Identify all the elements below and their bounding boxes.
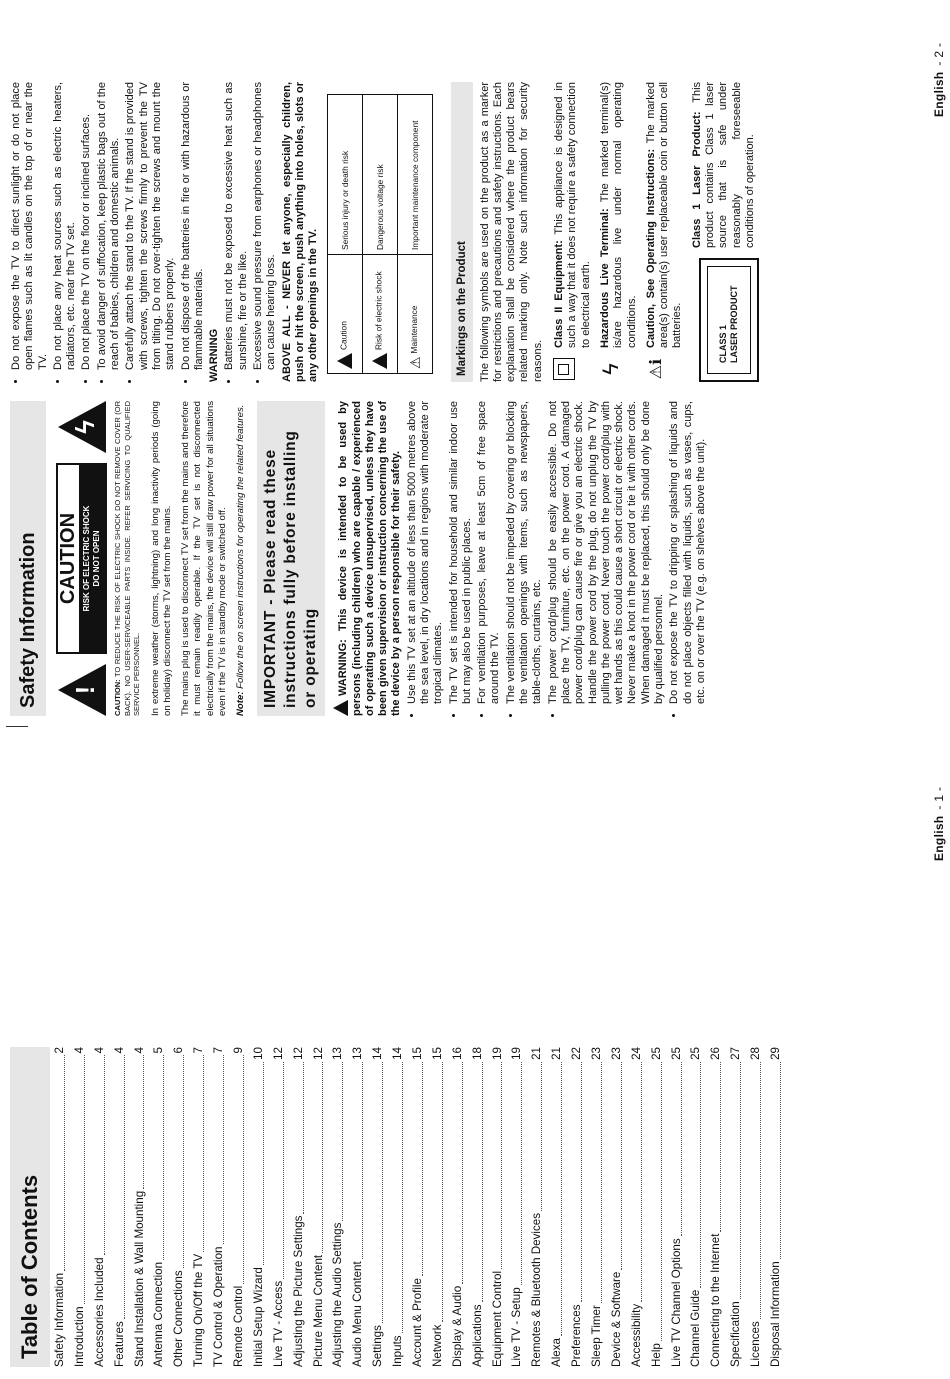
toc-entry bbox=[50, 1047, 70, 1367]
toc-entry-label: Alexa bbox=[550, 1337, 564, 1367]
toc-entry-label: Initial Setup Wizard bbox=[251, 1267, 265, 1367]
safety-column-2 bbox=[10, 82, 759, 382]
toc-entry-page: 24 bbox=[629, 1047, 643, 1060]
footer-lang: English bbox=[932, 815, 946, 861]
toc-leader-dots bbox=[601, 1062, 602, 1303]
bullet-item: • For ventilation purposes, leave at least 5cm of free space around the TV. bbox=[476, 401, 503, 704]
toc-entry bbox=[667, 1047, 687, 1367]
toc-entry-label: Antenna Connection bbox=[152, 1261, 166, 1367]
page-footer-2 bbox=[932, 43, 946, 117]
toc-entry-page: 27 bbox=[729, 1047, 743, 1060]
safety-title: Safety Information bbox=[10, 401, 46, 716]
bullet-item: • Use this TV set at an altitude of less than 5000 metres above the sea level, in dry locations and in regions with moderate or tropical climates. bbox=[406, 401, 446, 704]
toc-entry-page: 29 bbox=[769, 1047, 783, 1060]
toc-leader-dots bbox=[681, 1062, 682, 1236]
toc-leader-dots bbox=[143, 1055, 144, 1188]
toc-leader-dots bbox=[621, 1062, 622, 1270]
toc-entry bbox=[328, 1047, 348, 1367]
caution-op-text: The marked area(s) contain(s) user replaceable coin or button cell batteries. bbox=[644, 81, 684, 348]
toc-leader-dots bbox=[84, 1055, 85, 1304]
toc-entry bbox=[189, 1047, 209, 1367]
bullet-item: • Do not dispose of the batteries in fire or with hazardous or flammable materials. bbox=[180, 82, 207, 370]
caution-note bbox=[113, 401, 142, 716]
toc-entry-label: Specification bbox=[729, 1301, 743, 1367]
toc-entry-label: Preferences bbox=[570, 1304, 584, 1367]
toc-leader-dots bbox=[700, 1062, 701, 1288]
bullet-item: • The TV set is intended for household and similar indoor use but may also be used in public places. bbox=[448, 401, 475, 704]
toc-entry bbox=[547, 1047, 567, 1367]
toc-leader-dots bbox=[780, 1062, 781, 1259]
toc-entry-label: Settings bbox=[371, 1325, 385, 1367]
para-extreme-weather: In extreme weather (storms, lightning) and long inactivity periods (going on holiday) disconnect the TV set from the mains. bbox=[149, 401, 173, 716]
laser-box-line-1: CLASS 1 bbox=[717, 324, 728, 363]
warning-heading: WARNING bbox=[208, 328, 221, 382]
toc-entry-label: Picture Menu Content bbox=[311, 1254, 325, 1367]
laser-box-line-2: LASER PRODUCT bbox=[728, 285, 739, 363]
toc-entry-page: 25 bbox=[689, 1047, 703, 1060]
toc-leader-dots bbox=[163, 1055, 164, 1259]
toc-entry-label: Accessibility bbox=[629, 1303, 643, 1367]
toc-entry bbox=[249, 1047, 269, 1367]
caution-operating-row bbox=[645, 82, 685, 382]
toc-entry-page: 21 bbox=[550, 1047, 564, 1060]
live-text: The marked terminal(s) is/are hazardous live under normal operating conditions. bbox=[598, 82, 638, 348]
toc-leader-dots bbox=[342, 1062, 343, 1221]
toc-entry bbox=[468, 1047, 488, 1367]
toc-entry bbox=[269, 1047, 289, 1367]
bullet-item: • Do not place any heat sources such as electric heaters, radiators, etc. near the TV set. bbox=[52, 82, 79, 370]
caution-label bbox=[56, 463, 107, 654]
toc-entry bbox=[169, 1047, 189, 1367]
toc-entry-page: 4 bbox=[132, 1047, 146, 1054]
toc-entry-page: 19 bbox=[490, 1047, 504, 1060]
toc-entry bbox=[527, 1047, 547, 1367]
toc-entry-page: 7 bbox=[212, 1047, 226, 1054]
caution-op-label: Caution, See Operating Instructions: bbox=[644, 148, 657, 348]
toc-entry bbox=[70, 1047, 90, 1367]
toc-entry-label: Applications bbox=[470, 1304, 484, 1367]
note-paragraph bbox=[235, 401, 247, 716]
toc-entry bbox=[507, 1047, 527, 1367]
toc-entry-label: Safety Information bbox=[52, 1272, 66, 1367]
caution-manual-icon: ⚠ℹ bbox=[647, 358, 665, 380]
toc-entry-label: Adjusting the Audio Settings bbox=[331, 1222, 345, 1367]
symbol-meaning: Serious injury or death risk bbox=[327, 95, 362, 255]
bullet-item: • The ventilation should not be impeded by covering or blocking the ventilation openings with items, such as newspapers, table-cloths, curtains, etc. bbox=[505, 401, 545, 704]
toc-entry bbox=[647, 1047, 667, 1367]
symbols-table-row bbox=[397, 95, 432, 374]
caution-bar bbox=[79, 465, 105, 652]
toc-leader-dots bbox=[720, 1062, 721, 1232]
exclamation-triangle-icon bbox=[337, 353, 352, 369]
important-heading: IMPORTANT - Please read these instructions fully before installing or operating bbox=[257, 401, 325, 716]
toc-entry-page: 14 bbox=[391, 1047, 405, 1060]
toc-entry-label: Introduction bbox=[72, 1306, 86, 1367]
caution-bar-line-1: RISK OF ELECTRIC SHOCK bbox=[82, 505, 92, 612]
toc-entry bbox=[368, 1047, 388, 1367]
toc-entry-label: Accessories Included bbox=[92, 1257, 106, 1367]
live-label: Hazardous Live Terminal: bbox=[598, 208, 611, 348]
toc-leader-dots bbox=[283, 1062, 284, 1279]
toc-entry bbox=[309, 1047, 329, 1367]
page-1 bbox=[0, 719, 950, 1379]
toc-entry-page: 21 bbox=[530, 1047, 544, 1060]
toc-leader-dots bbox=[402, 1062, 403, 1334]
toc-entry-label: Audio Menu Content bbox=[351, 1261, 365, 1367]
toc-entry-page: 16 bbox=[450, 1047, 464, 1060]
toc-entry bbox=[229, 1047, 249, 1367]
toc-entry-page: 28 bbox=[749, 1047, 763, 1060]
toc-entry-label: Connecting to the Internet bbox=[709, 1233, 723, 1367]
toc-entry bbox=[348, 1047, 368, 1367]
toc-entry bbox=[766, 1047, 786, 1367]
toc-entry-page: 15 bbox=[430, 1047, 444, 1060]
toc-leader-dots bbox=[581, 1062, 582, 1303]
toc-leader-dots bbox=[362, 1062, 363, 1259]
above-all-paragraph: ABOVE ALL - NEVER let anyone, especially children, push or hit the screen, push anything into holes, slots or any other openings in the TV. bbox=[280, 82, 320, 382]
maintenance-triangle-icon: ⚠ bbox=[406, 356, 423, 369]
lightning-triangle-icon bbox=[372, 353, 387, 369]
toc-leader-dots bbox=[760, 1062, 761, 1319]
toc-leader-dots bbox=[243, 1055, 244, 1283]
para-mains-plug: The mains plug is used to disconnect TV set from the mains and therefore it must remain readily operable. If the TV set is not disconnected electrically from the mains, the device will still draw power for all situations even if the TV is in standby mode or switched off. bbox=[180, 401, 228, 716]
laser-row bbox=[691, 82, 759, 382]
toc-entry bbox=[706, 1047, 726, 1367]
safety-column-1 bbox=[10, 401, 710, 716]
toc-entry-page: 23 bbox=[590, 1047, 604, 1060]
toc-entry-page: 15 bbox=[411, 1047, 425, 1060]
toc-entry-label: Live TV Channel Options bbox=[669, 1238, 683, 1367]
toc-entry-label: Licences bbox=[749, 1321, 763, 1367]
toc-entry bbox=[408, 1047, 428, 1367]
toc-entry-page: 6 bbox=[172, 1047, 186, 1054]
class2-text: This appliance is designed in such a way that it does not require a safety connection to electrical earth. bbox=[553, 82, 592, 348]
bullet-item: • To avoid danger of suffocation, keep plastic bags out of the reach of babies, children and domestic animals. bbox=[96, 82, 123, 370]
safety-bullets-3 bbox=[223, 82, 278, 382]
footer-page-number: - 1 - bbox=[932, 786, 946, 810]
toc-entry bbox=[149, 1047, 169, 1367]
markings-title: Markings on the Product bbox=[451, 82, 473, 382]
toc-entry-label: Adjusting the Picture Settings bbox=[291, 1215, 305, 1367]
toc-entry-label: Other Connections bbox=[172, 1270, 186, 1367]
symbols-table bbox=[327, 94, 433, 374]
toc-entry bbox=[746, 1047, 766, 1367]
toc-entry-label: Help bbox=[649, 1343, 663, 1367]
laser-text: This product contains Class 1 laser source that is safe under reasonably foreseeable conditions of operation. bbox=[690, 81, 756, 248]
toc-leader-dots bbox=[661, 1062, 662, 1341]
toc-entry-label: Display & Audio bbox=[450, 1285, 464, 1367]
page-divider bbox=[6, 726, 28, 727]
footer-lang: English bbox=[932, 71, 946, 117]
toc-leader-dots bbox=[541, 1062, 542, 1211]
toc-entry-label: Disposal Information bbox=[769, 1261, 783, 1367]
toc-leader-dots bbox=[322, 1062, 323, 1253]
bullet-item: • Do not expose the TV to direct sunlight or do not place open flames such as lit candles on the top of or near the TV. bbox=[10, 82, 50, 370]
toc-leader-dots bbox=[422, 1062, 423, 1276]
toc-entry bbox=[726, 1047, 746, 1367]
toc-entry bbox=[428, 1047, 448, 1367]
toc-title: Table of Contents bbox=[10, 1047, 50, 1367]
bullet-item: • Batteries must not be exposed to excessive heat such as sunshine, fire or the like. bbox=[223, 82, 250, 370]
exclamation-warning-icon: ! bbox=[58, 664, 106, 716]
toc-entry-label: Live TV - Setup bbox=[510, 1287, 524, 1367]
bullet-item: • Excessive sound pressure from earphones or headphones can cause hearing loss. bbox=[252, 82, 279, 370]
toc-leader-dots bbox=[223, 1055, 224, 1244]
toc-entry bbox=[209, 1047, 229, 1367]
caution-note-label: CAUTION: bbox=[113, 679, 123, 716]
toc-leader-dots bbox=[641, 1062, 642, 1302]
symbol-name: Risk of electric shock bbox=[373, 271, 384, 350]
toc-entry bbox=[627, 1047, 647, 1367]
toc-entry-label: Channel Guide bbox=[689, 1289, 703, 1367]
toc-entry-page: 25 bbox=[669, 1047, 683, 1060]
note-text: Follow the on screen instructions for operating the related features. bbox=[235, 404, 247, 689]
caution-bar-line-2: DO NOT OPEN bbox=[92, 530, 102, 587]
toc-entry bbox=[607, 1047, 627, 1367]
toc-entry-page: 18 bbox=[470, 1047, 484, 1060]
toc-entry-page: 12 bbox=[271, 1047, 285, 1060]
bullet-item: • The power cord/plug should be easily accessible. Do not place the TV, furniture, etc. on the power cord. A damaged power cord/plug can cause fire or give you an electric shock. Handle the power cord by the plug, do not unplug the TV by pulling the power cord. Never touch the power cord/plug with wet hands as this could cause a short circuit or electric shock. Never make a knot in the power cord or tie it with other cords. When damaged it must be replaced, this should only be done by qualified personnel. bbox=[547, 401, 667, 704]
toc-entry bbox=[567, 1047, 587, 1367]
toc-entry-label: Turning On/Off the TV bbox=[192, 1253, 206, 1367]
class2-label: Class II Equipment: bbox=[553, 240, 566, 348]
lightning-bolt-icon: ϟ bbox=[597, 363, 623, 375]
bullet-item: • Do not expose the TV to dripping or splashing of liquids and do not place objects filled with liquids, such as vases, cups, etc. on or over the TV (e.g. on shelves above the unit). bbox=[668, 401, 708, 704]
bullet-item: • Carefully attach the stand to the TV. If the stand is provided with screws, tighten the screws firmly to prevent the TV from tilting. Do not over-tighten the screws and mount the stand rubbers properly. bbox=[124, 82, 177, 370]
toc-leader-dots bbox=[561, 1062, 562, 1336]
toc-entry-page: 13 bbox=[331, 1047, 345, 1060]
laser-product-label bbox=[699, 258, 759, 382]
toc-entry bbox=[90, 1047, 110, 1367]
toc-leader-dots bbox=[521, 1062, 522, 1285]
toc-entry-page: 12 bbox=[291, 1047, 305, 1060]
toc-entry bbox=[448, 1047, 468, 1367]
page-footer-1 bbox=[932, 787, 946, 861]
toc-entry-label: Remote Control bbox=[232, 1285, 245, 1367]
toc-entry bbox=[110, 1047, 130, 1367]
symbols-table-row bbox=[362, 95, 397, 374]
toc-entry-page: 7 bbox=[192, 1047, 206, 1054]
toc-entry-label: Account & Profile bbox=[411, 1278, 425, 1367]
toc-entry-page: 14 bbox=[371, 1047, 385, 1060]
toc-leader-dots bbox=[382, 1062, 383, 1323]
toc-entry-page: 19 bbox=[510, 1047, 524, 1060]
toc-entry-page: 12 bbox=[311, 1047, 325, 1060]
toc-leader-dots bbox=[203, 1055, 204, 1251]
warning-paragraph bbox=[333, 401, 403, 716]
toc-entry bbox=[289, 1047, 309, 1367]
caution-big-text: CAUTION bbox=[57, 512, 79, 605]
toc-entry-page: 4 bbox=[92, 1047, 106, 1054]
warning-triangle-icon bbox=[333, 700, 348, 716]
toc-leader-dots bbox=[482, 1062, 483, 1303]
warning-text: WARNING: This device is intended to be used by persons (including children) who are capable / experienced of operating such a device unsupervised, unless they have been given supervision or instruction concerning the use of the device by a person responsible for their safety. bbox=[337, 401, 403, 716]
symbol-cell bbox=[397, 255, 432, 374]
safety-bullets-2 bbox=[10, 82, 206, 382]
toc-leader-dots bbox=[303, 1062, 304, 1214]
toc-entry-page: 5 bbox=[152, 1047, 166, 1054]
symbols-table-row bbox=[327, 95, 362, 374]
toc-entry-label: Device & Software bbox=[609, 1271, 623, 1367]
toc-leader-dots bbox=[740, 1062, 741, 1299]
toc-entry-page: 22 bbox=[570, 1047, 584, 1060]
symbol-cell bbox=[327, 255, 362, 374]
note-label: Note: bbox=[235, 691, 247, 716]
safety-bullets-1 bbox=[406, 401, 709, 716]
symbol-meaning: Important maintenance component bbox=[397, 95, 432, 255]
toc-entry-page: 4 bbox=[112, 1047, 126, 1054]
toc-entry-label: Remotes & Bluetooth Devices bbox=[530, 1212, 544, 1367]
toc-entry-label: TV Control & Operation bbox=[212, 1246, 226, 1367]
footer-page-number: - 2 - bbox=[932, 42, 946, 66]
class2-row bbox=[553, 82, 593, 382]
toc-leader-dots bbox=[104, 1055, 105, 1255]
laser-label: Class 1 Laser Product: bbox=[690, 111, 703, 248]
toc-entry-page: 23 bbox=[609, 1047, 623, 1060]
toc-leader-dots bbox=[442, 1062, 443, 1323]
toc-entry-label: Equipment Control bbox=[490, 1270, 504, 1367]
markings-intro: The following symbols are used on the product as a marker for restrictions and precautions and safety instructions. Each explanation shall be considered where the product bears related marking only. Note such information for security reasons. bbox=[478, 82, 544, 382]
toc-entry bbox=[587, 1047, 607, 1367]
toc-entry-label: Features bbox=[112, 1321, 126, 1367]
toc-entry-label: Inputs bbox=[391, 1335, 405, 1367]
toc-entry-page: 13 bbox=[351, 1047, 365, 1060]
toc-entry bbox=[130, 1047, 150, 1367]
double-square-icon bbox=[553, 356, 580, 382]
symbol-name: Maintenance bbox=[409, 305, 420, 354]
toc-entry-page: 4 bbox=[72, 1047, 86, 1054]
toc-entry-label: Network bbox=[430, 1324, 444, 1367]
toc-entry bbox=[687, 1047, 707, 1367]
toc-entry-page: 25 bbox=[649, 1047, 663, 1060]
toc-list bbox=[50, 1047, 786, 1367]
caution-note-text: TO REDUCE THE RISK OF ELECTRIC SHOCK DO NOT REMOVE COVER (OR BACK). NO USER-SERVICEABLE PARTS INSIDE. REFER SERVICING TO QUALIFIED SERVICE PERSONNEL. bbox=[113, 401, 142, 716]
symbol-cell bbox=[362, 255, 397, 374]
toc-entry bbox=[388, 1047, 408, 1367]
toc-entry-label: Stand Installation & Wall Mounting bbox=[132, 1190, 146, 1367]
toc-entry-page: 26 bbox=[709, 1047, 723, 1060]
toc-leader-dots bbox=[501, 1062, 502, 1269]
toc-entry bbox=[488, 1047, 508, 1367]
toc-entry-label: Live TV - Access bbox=[271, 1280, 285, 1367]
toc-leader-dots bbox=[64, 1055, 65, 1270]
bullet-item: • Do not place the TV on the floor or inclined surfaces. bbox=[80, 82, 93, 370]
toc-leader-dots bbox=[263, 1062, 264, 1265]
symbol-name: Caution bbox=[338, 321, 349, 350]
toc-entry-page: 10 bbox=[251, 1047, 265, 1060]
symbol-meaning: Dangerous voltage risk bbox=[362, 95, 397, 255]
toc-entry-label: Sleep Timer bbox=[590, 1305, 604, 1367]
toc-leader-dots bbox=[124, 1055, 125, 1319]
toc-entry-page: 9 bbox=[232, 1047, 245, 1054]
toc-leader-dots bbox=[462, 1062, 463, 1284]
toc-leader-dots bbox=[183, 1055, 184, 1268]
live-terminal-row bbox=[599, 82, 639, 382]
caution-label-graphic bbox=[56, 401, 107, 716]
lightning-warning-icon: ϟ bbox=[58, 401, 106, 453]
toc-entry-page: 2 bbox=[52, 1047, 66, 1054]
